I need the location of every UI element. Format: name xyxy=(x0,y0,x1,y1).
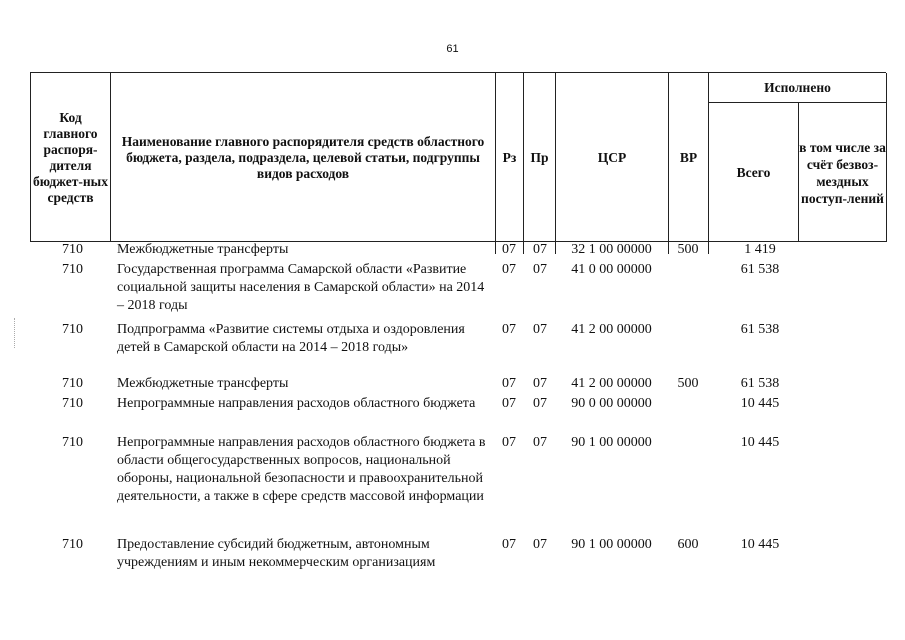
row-code: 710 xyxy=(62,435,83,450)
row-csr: 41 0 00 00000 xyxy=(571,262,652,277)
row-csr: 90 1 00 00000 xyxy=(571,537,652,552)
row-name: Межбюджетные трансферты xyxy=(117,242,289,257)
row-total: 10 445 xyxy=(740,537,780,552)
row-rz: 07 xyxy=(502,376,516,391)
row-total: 61 538 xyxy=(740,262,780,277)
row-csr: 90 1 00 00000 xyxy=(571,435,652,450)
table-row xyxy=(30,395,886,433)
row-pr: 07 xyxy=(533,322,547,337)
row-pr: 07 xyxy=(533,376,547,391)
header-executed: Исполнено xyxy=(709,73,887,103)
row-code: 710 xyxy=(62,537,83,552)
row-csr: 32 1 00 00000 xyxy=(571,242,652,257)
row-csr: 90 0 00 00000 xyxy=(571,396,652,411)
row-rz: 07 xyxy=(502,322,516,337)
page-number: 61 xyxy=(446,43,459,55)
row-name: Непрограммные направления расходов областного бюджета xyxy=(117,396,476,411)
row-name: Межбюджетные трансферты xyxy=(117,376,289,391)
row-total: 61 538 xyxy=(740,376,780,391)
header-vr: ВР xyxy=(669,73,709,242)
header-name: Наименование главного распорядителя средств областного бюджета, раздела, подраздела, целевой статьи, подгруппы видов расходов xyxy=(111,73,496,242)
row-rz: 07 xyxy=(502,435,516,450)
row-total: 61 538 xyxy=(740,322,780,337)
row-rz: 07 xyxy=(502,262,516,277)
table-row xyxy=(30,434,886,526)
row-pr: 07 xyxy=(533,435,547,450)
row-name: Предоставление субсидий бюджетным, автономным учреждениям и иным некоммерческим организациям xyxy=(117,537,436,570)
row-pr: 07 xyxy=(533,262,547,277)
row-code: 710 xyxy=(62,396,83,411)
row-rz: 07 xyxy=(502,242,516,257)
row-code: 710 xyxy=(62,262,83,277)
row-code: 710 xyxy=(62,242,83,257)
row-rz: 07 xyxy=(502,537,516,552)
scan-artifact xyxy=(14,318,17,348)
row-pr: 07 xyxy=(533,537,547,552)
row-pr: 07 xyxy=(533,242,547,257)
row-name: Подпрограмма «Развитие системы отдыха и оздоровления детей в Самарской области на 2014 – 2018 годы» xyxy=(117,322,465,355)
header-code: Код главного распоря-дителя бюджет-ных средств xyxy=(31,73,111,242)
row-vr: 500 xyxy=(677,376,699,391)
row-vr: 500 xyxy=(677,242,699,257)
table-row xyxy=(30,321,886,377)
row-csr: 41 2 00 00000 xyxy=(571,322,652,337)
table-row xyxy=(30,241,886,261)
row-code: 710 xyxy=(62,376,83,391)
row-vr: 600 xyxy=(677,537,699,552)
row-total: 10 445 xyxy=(740,435,780,450)
table-header xyxy=(30,72,886,242)
header-csr: ЦСР xyxy=(556,73,669,242)
header-including: в том числе за счёт безвоз-мездных поступ-лений xyxy=(799,103,887,242)
table-row xyxy=(30,261,886,317)
row-name: Непрограммные направления расходов областного бюджета в области общегосударственных вопросов, национальной обороны, национальной безопасности и правоохранительной деятельности, а также в сфере средств массовой информации xyxy=(117,435,486,504)
row-total: 10 445 xyxy=(740,396,780,411)
row-csr: 41 2 00 00000 xyxy=(571,376,652,391)
row-total: 1 419 xyxy=(744,242,776,257)
header-pr: Пр xyxy=(524,73,556,242)
row-rz: 07 xyxy=(502,396,516,411)
row-code: 710 xyxy=(62,322,83,337)
row-pr: 07 xyxy=(533,396,547,411)
table-row xyxy=(30,536,886,574)
table-row xyxy=(30,375,886,395)
header-total: Всего xyxy=(709,103,799,242)
row-name: Государственная программа Самарской области «Развитие социальной защиты населения в Самарской области» на 2014 – 2018 годы xyxy=(117,262,485,313)
header-rz: Рз xyxy=(496,73,524,242)
